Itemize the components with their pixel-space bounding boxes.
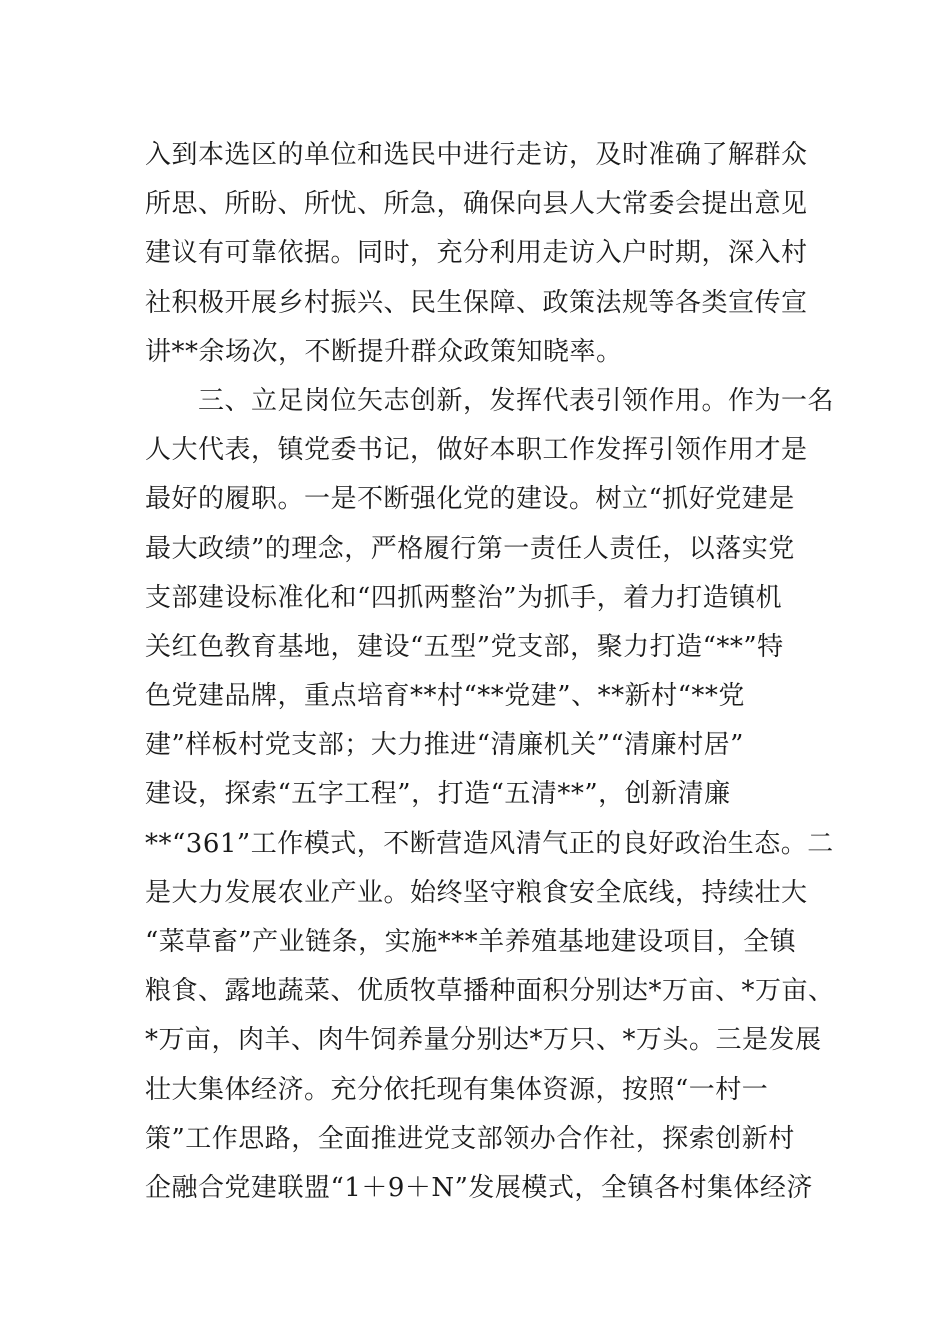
body-text xyxy=(145,131,835,1213)
text-line-2: 所思、所盼、所忧、所急，确保向县人大常委会提出意见 xyxy=(145,189,808,220)
text-line-13: 建”样板村党支部；大力推进“清廉机关”“清廉村居” xyxy=(145,730,744,761)
text-line-3: 建议有可靠依据。同时，充分利用走访入户时期，深入村 xyxy=(145,238,808,269)
text-line-16: 是大力发展农业产业。始终坚守粮食安全底线，持续壮大 xyxy=(145,877,808,908)
text-line-18: 粮食、露地蔬菜、优质牧草播种面积分别达*万亩、*万亩、 xyxy=(145,976,835,1007)
text-line-1: 入到本选区的单位和选民中进行走访，及时准确了解群众 xyxy=(145,140,808,170)
text-line-12: 色党建品牌，重点培育**村“**党建”、**新村“**党 xyxy=(145,681,745,712)
text-line-20: 壮大集体经济。充分依托现有集体资源，按照“一村一 xyxy=(145,1074,769,1105)
text-line-8: 最好的履职。一是不断强化党的建设。树立“抓好党建是 xyxy=(145,484,795,515)
text-line-5: 讲**余场次，不断提升群众政策知晓率。 xyxy=(145,336,623,367)
text-line-10: 支部建设标准化和“四抓两整治”为抓手，着力打造镇机 xyxy=(145,582,783,613)
text-line-7: 人大代表，镇党委书记，做好本职工作发挥引领作用才是 xyxy=(145,435,808,466)
text-line-22: 企融合党建联盟“1＋9＋N”发展模式，全镇各村集体经济 xyxy=(145,1172,813,1203)
text-line-14: 建设，探索“五字工程”，打造“五清**”，创新清廉 xyxy=(145,779,731,810)
text-line-15: **“361”工作模式，不断营造风清气正的良好政治生态。二 xyxy=(145,828,834,859)
text-line-19: *万亩，肉羊、肉牛饲养量分别达*万只、*万头。三是发展 xyxy=(145,1025,822,1056)
text-line-21: 策”工作思路，全面推进党支部领办合作社，探索创新村 xyxy=(145,1123,795,1154)
text-line-11: 关红色教育基地，建设“五型”党支部，聚力打造“**”特 xyxy=(145,631,784,662)
text-line-17: “菜草畜”产业链条，实施***羊养殖基地建设项目，全镇 xyxy=(145,927,797,957)
text-line-4: 社积极开展乡村振兴、民生保障、政策法规等各类宣传宣 xyxy=(145,287,808,318)
text-line-9: 最大政绩”的理念，严格履行第一责任人责任，以落实党 xyxy=(145,533,795,564)
text-line-6: 三、立足岗位矢志创新，发挥代表引领作用。作为一名 xyxy=(145,385,835,416)
